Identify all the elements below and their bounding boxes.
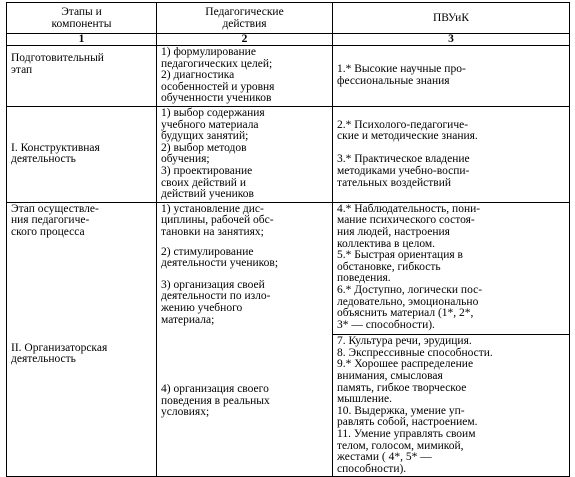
quality-line: 9.* Хорошее распределение — [337, 358, 474, 371]
quality-line: обстановке, гибкость — [337, 260, 441, 273]
action-line: педагогических целей; — [161, 57, 273, 70]
header-actions — [157, 3, 333, 34]
quality-line: внимания, смысловая — [337, 370, 443, 383]
header-stages — [7, 3, 157, 34]
document-page — [6, 2, 569, 475]
stage-line: I. Конструктивная — [11, 141, 100, 154]
quality-line: способности). — [337, 462, 407, 475]
quality-line: мание психического состоя- — [337, 214, 475, 227]
quality-line: жестами ( 4*, 5* — — [337, 451, 432, 464]
stage-line: ского процесса — [11, 225, 85, 238]
header-actions-line: действия — [222, 18, 267, 30]
qualities-cell-organizer — [333, 202, 570, 477]
header-actions-line: Педагогические — [205, 6, 284, 18]
action-line: будущих занятий; — [161, 130, 249, 143]
action-line: тановки на занятиях; — [161, 225, 264, 238]
quality-line: поведения. — [337, 272, 391, 285]
quality-line: ния людей, настроения — [337, 225, 450, 238]
action-line: особенностей и уровня — [161, 80, 275, 93]
action-line: 4) организация своего — [161, 383, 269, 396]
action-line: учебного материала — [161, 118, 259, 131]
action-line: циплины, рабочей обс- — [161, 214, 274, 227]
action-line: 1) выбор содержания — [161, 107, 265, 119]
action-line: деятельности по изло- — [161, 290, 271, 303]
stage-line: деятельность — [11, 153, 76, 166]
quality-line: равлять собой, настроением. — [337, 416, 478, 429]
stage-cell-constructive — [7, 107, 157, 203]
stage-line: этап — [11, 63, 33, 76]
quality-line: 3* — способности). — [337, 318, 435, 331]
quality-line: 10. Выдержка, умение уп- — [337, 404, 465, 417]
competency-table — [6, 2, 570, 477]
header-stages-line: компоненты — [51, 18, 112, 30]
quality-line: фессиональные знания — [337, 75, 450, 87]
action-line: 2) стимулирование — [161, 245, 254, 258]
quality-line: мышление. — [337, 393, 392, 406]
stage-line: II. Организаторская — [11, 341, 108, 354]
qualities-cell-preparatory — [333, 46, 570, 107]
action-line: 1) формулирование — [161, 46, 256, 58]
quality-line: тательных воздействий — [337, 176, 452, 189]
table-header-row — [7, 3, 570, 34]
header-qualities-line: ПВУиК — [433, 12, 469, 24]
stage-cell-preparatory — [7, 46, 157, 107]
quality-line: 7. Культура речи, эрудиция. — [337, 335, 472, 348]
row-constructive — [7, 107, 570, 203]
quality-line: 4.* Наблюдательность, пони- — [337, 202, 481, 215]
stage-line: ния педагогиче- — [11, 214, 90, 227]
action-line: 3) проектирование — [161, 164, 253, 177]
column-number: 2 — [157, 34, 333, 46]
action-line: действий учеников — [161, 188, 254, 201]
action-line: условиях; — [161, 406, 210, 419]
action-line: 2) диагностика — [161, 69, 235, 82]
column-number: 3 — [333, 34, 570, 46]
quality-line: 11. Умение управлять своим — [337, 428, 476, 441]
quality-line: 1.* Высокие научные про- — [337, 63, 466, 76]
header-qualities — [333, 3, 570, 34]
stage-cell-organizer — [7, 202, 157, 477]
stage-line: Подготовительный — [11, 52, 104, 64]
qualities-cell-constructive — [333, 107, 570, 203]
actions-cell-constructive — [157, 107, 333, 203]
action-line: своих действий и — [161, 176, 246, 189]
actions-cell-organizer — [157, 202, 333, 477]
quality-line: методиками учебно-воспи- — [337, 164, 470, 177]
quality-line: ледовательно, эмоционально — [337, 295, 479, 308]
quality-line: 8. Экспрессивные способности. — [337, 346, 493, 359]
header-stages-line: Этапы и — [61, 6, 102, 18]
stage-line: деятельность — [11, 353, 76, 366]
action-line: поведения в реальных — [161, 394, 270, 407]
action-line: 1) установление дис- — [161, 202, 264, 215]
action-line: 3) организация своей — [161, 278, 265, 291]
column-number: 1 — [7, 34, 157, 46]
row-organizer — [7, 202, 570, 477]
actions-cell-preparatory — [157, 46, 333, 107]
action-line: деятельности учеников; — [161, 257, 279, 270]
quality-line: коллектива в целом. — [337, 237, 436, 250]
action-line: обучения; — [161, 153, 210, 166]
row-preparatory — [7, 46, 570, 107]
quality-line: 2.* Психолого-педагогиче- — [337, 118, 469, 131]
quality-line: телом, голосом, мимикой, — [337, 439, 464, 452]
quality-line: 3.* Практическое владение — [337, 153, 470, 166]
action-line: обученности учеников — [161, 92, 272, 105]
quality-line: 5.* Быстрая ориентация в — [337, 249, 463, 262]
stage-line: Этап осуществле- — [11, 202, 99, 215]
action-line: 2) выбор методов — [161, 141, 247, 154]
action-line: материала; — [161, 313, 215, 326]
quality-line: 6.* Доступно, логически пос- — [337, 283, 483, 296]
column-number-row — [7, 34, 570, 46]
quality-line: ские и методические знания. — [337, 130, 478, 143]
quality-line: объяснить материал (1*, 2*, — [337, 307, 474, 320]
action-line: жению учебного — [161, 301, 243, 314]
quality-line: память, гибкое творческое — [337, 381, 467, 394]
